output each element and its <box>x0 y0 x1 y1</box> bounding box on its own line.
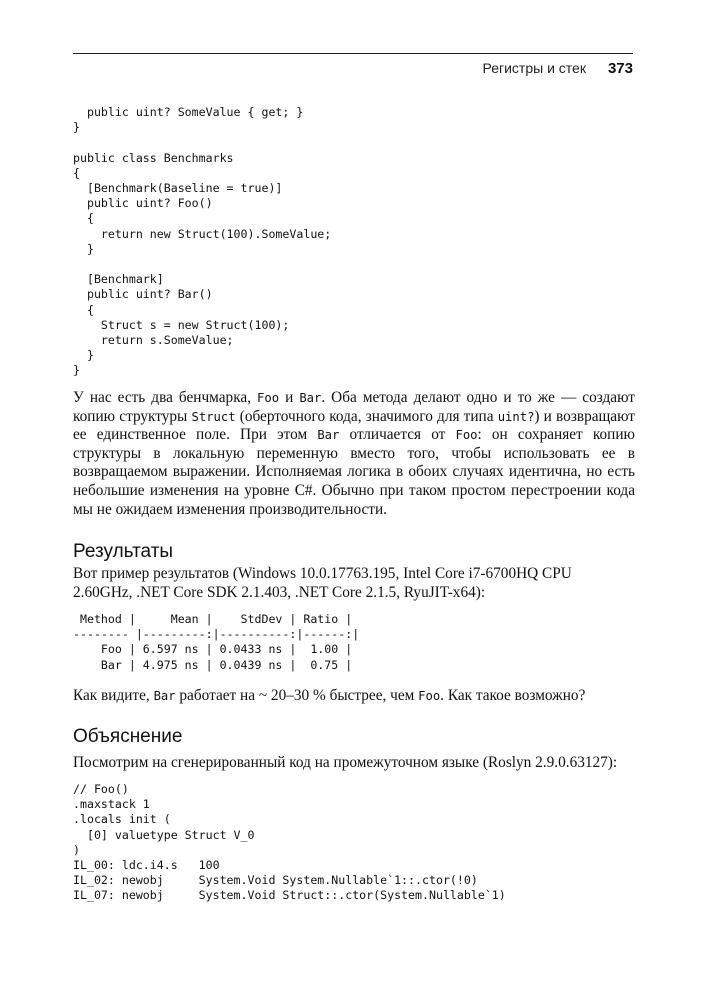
benchmarks-code-listing: public uint? SomeValue { get; } } public class Benchmarks { [Benchmark(Baseline = true)] public uint? Foo() { return new Struct(100).SomeValue; } [Benchmark] public uint? Bar() { Struct s = new Struct(100); return s.SomeValue; } } <box>73 105 332 378</box>
results-intro-paragraph: Вот пример результатов (Windows 10.0.17763.195, Intel Core i7-6700HQ CPU 2.60GHz, .NET Core SDK 2.1.403, .NET Core 2.1.5, RyuJIT-x64): <box>73 565 572 601</box>
page-number: 373 <box>607 60 633 77</box>
chapter-title: Регистры и стек <box>482 60 586 76</box>
inline-code: Bar <box>153 689 176 703</box>
text-run: и <box>279 389 300 406</box>
inline-code: Bar <box>299 391 322 405</box>
inline-code: Bar <box>317 428 340 443</box>
text-run: . Как такое возможно? <box>440 687 586 704</box>
benchmarks-description-paragraph <box>73 389 635 519</box>
explanation-intro-paragraph: Посмотрим на сгенерированный код на промежуточном языке (Roslyn 2.9.0.63127): <box>73 754 618 771</box>
text-run: . Оба метода делают одно и то же — создают копию структуры <box>73 389 635 425</box>
results-heading: Результаты <box>73 541 174 562</box>
text-run: : он сохраняет копию структуры в локальную переменную вместо того, чтобы использовать ее в возвращаемом выражении. Исполняемая логика в обоих случаях идентична, но есть небольшие изменения на уровне C#. Обычно при таком простом перестроении кода мы не ожидаем изменения производительности. <box>73 426 635 518</box>
running-header <box>73 60 633 80</box>
il-code-listing: // Foo() .maxstack 1 .locals init ( [0] valuetype Struct V_0 ) IL_00: ldc.i4.s 100 IL_02: newobj System.Void System.Nullable`1::.ctor(!0) IL_07: newobj System.Void Struct::.ctor(System.Nullable`1) <box>73 782 506 903</box>
text-run: работает на ~ 20–30 % быстрее, чем <box>175 687 419 704</box>
text-run: отличается от <box>339 426 456 444</box>
results-table: Method | Mean | StdDev | Ratio | -------- |---------:|----------:|------:| Foo | 6.597 ns | 0.0433 ns | 1.00 | Bar | 4.975 ns | 0.0439 ns | 0.75 | <box>73 612 360 672</box>
inline-code: Foo <box>455 428 478 443</box>
results-comment-paragraph <box>73 687 635 706</box>
text-run: У нас есть два бенчмарка, <box>73 389 258 406</box>
inline-code: Foo <box>257 391 280 405</box>
inline-code: Foo <box>418 689 441 703</box>
explanation-heading: Объяснение <box>73 726 183 747</box>
header-rule <box>73 53 633 54</box>
text-run: Как видите, <box>73 687 154 704</box>
text-run: (оберточного кода, значимого для типа <box>235 407 498 425</box>
inline-code: Struct <box>191 409 236 424</box>
text-run: ) и возвращают ее единственное поле. При этом <box>73 407 635 444</box>
inline-code: uint? <box>497 409 535 424</box>
